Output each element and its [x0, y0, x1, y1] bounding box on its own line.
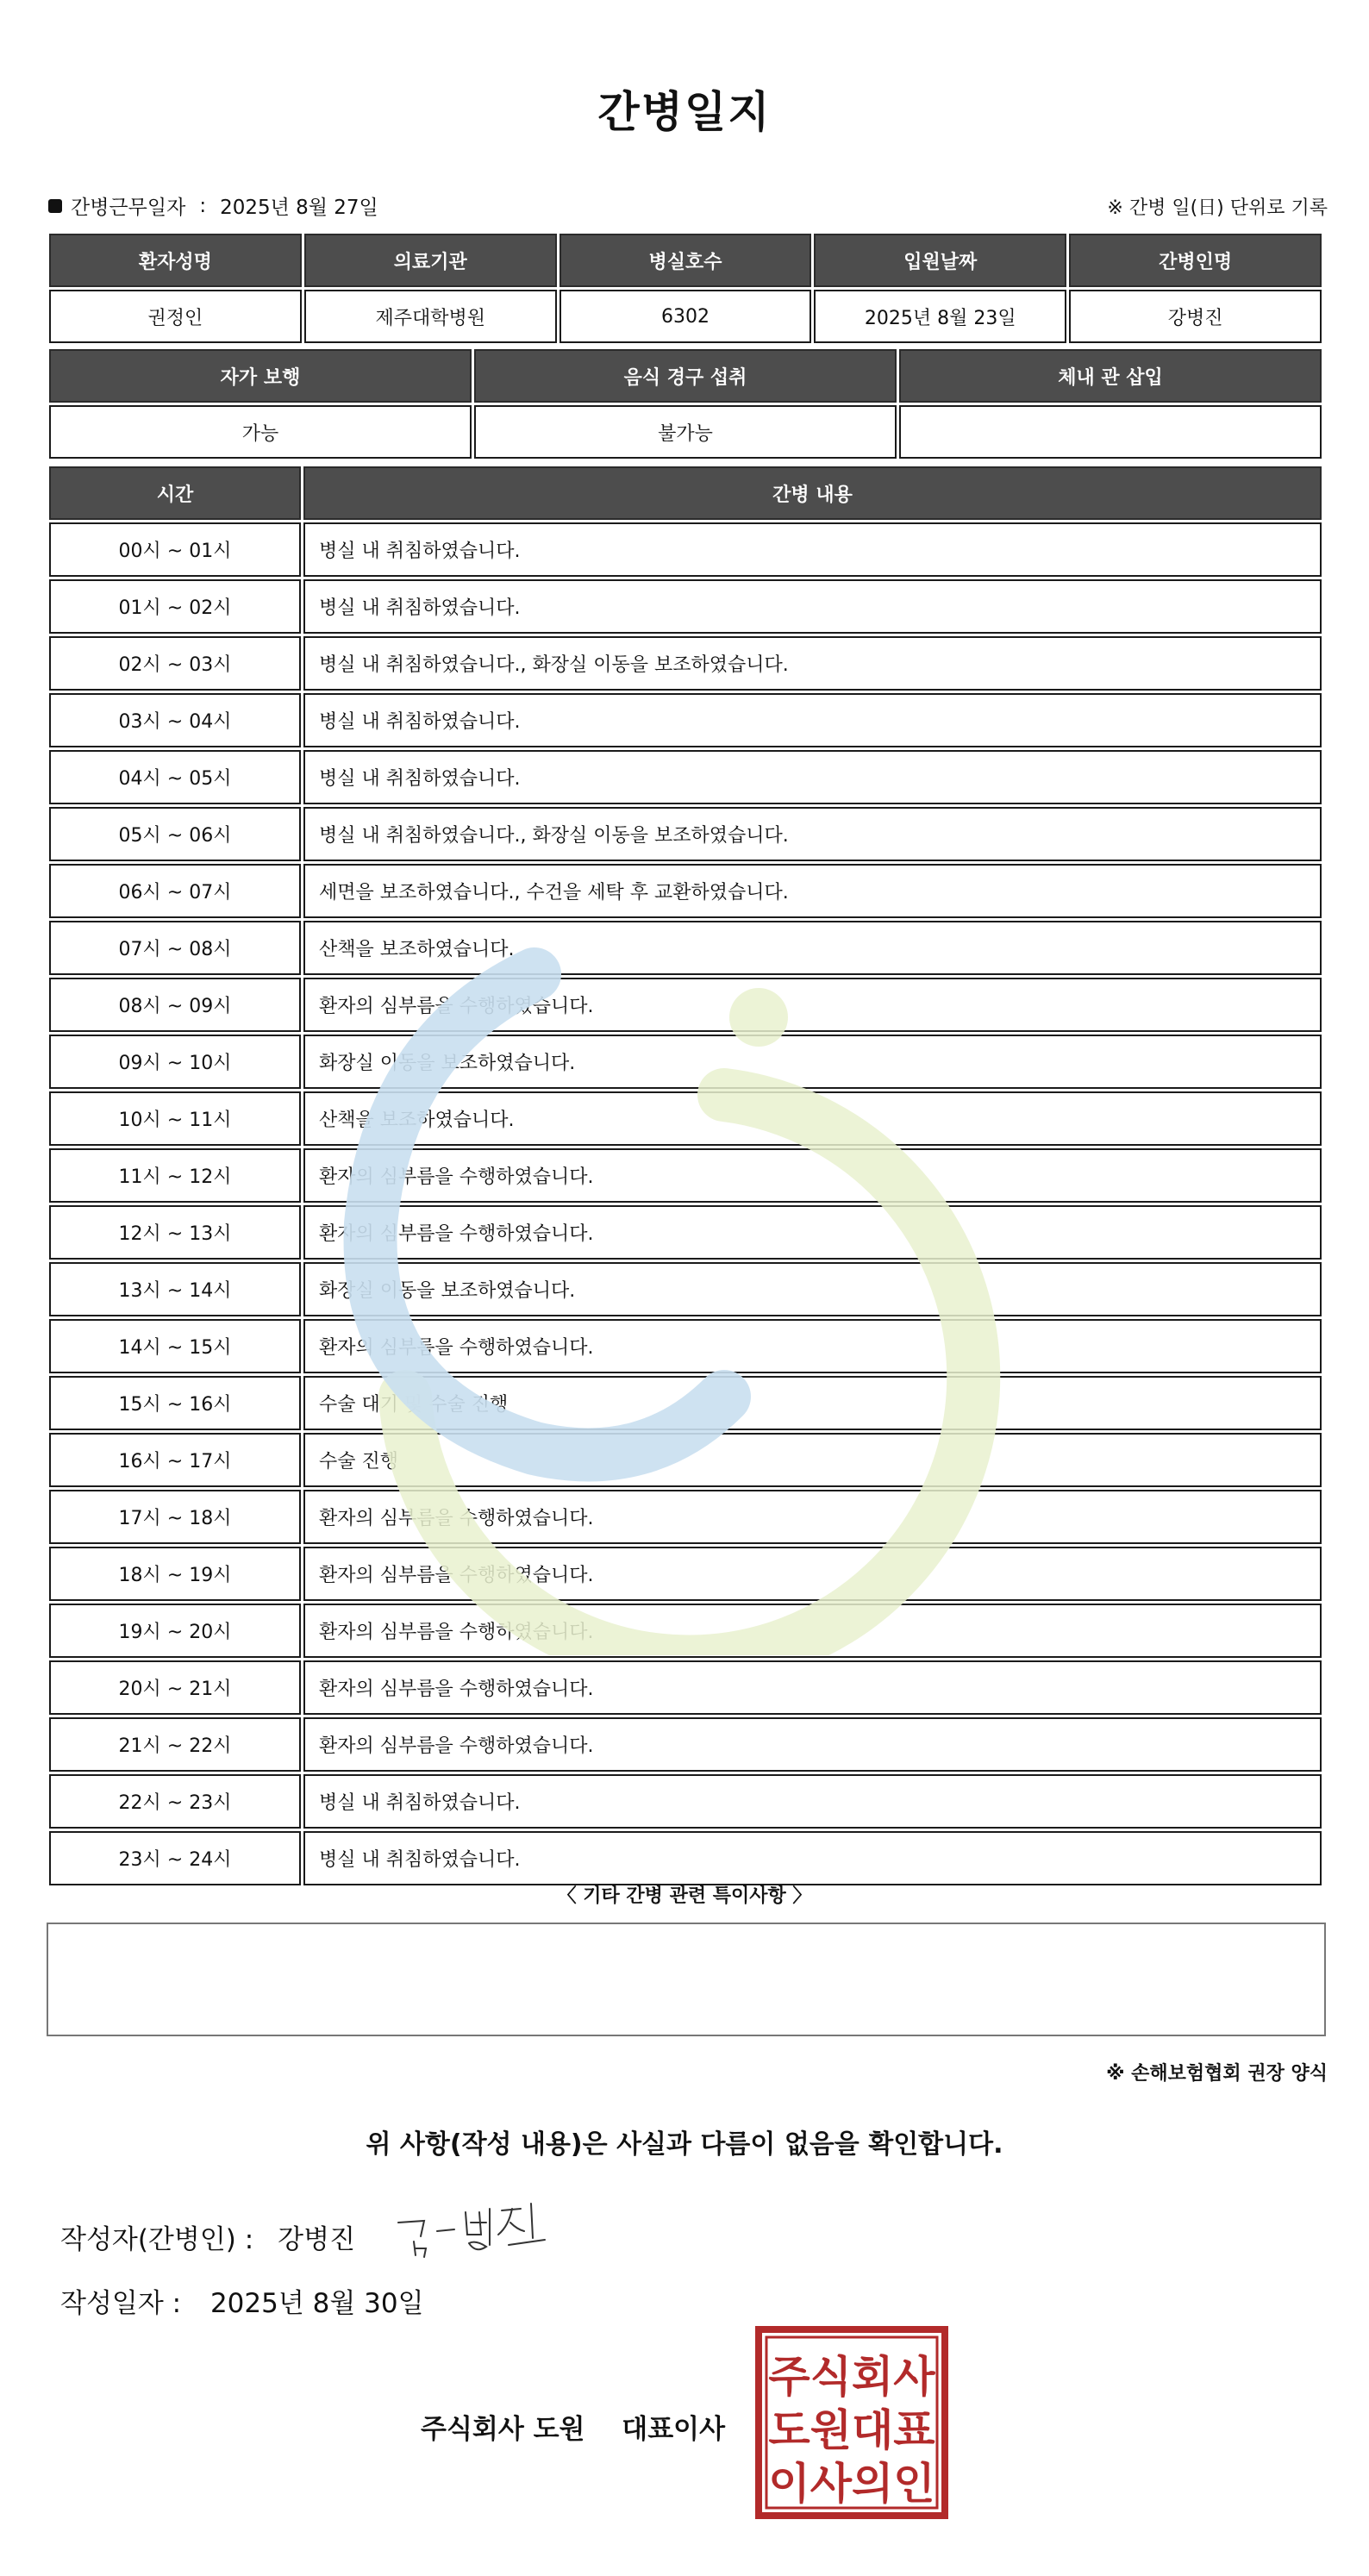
written-date-value: 2025년 8월 30일: [209, 2288, 424, 2319]
writer-label: 작성자(간병인) :: [60, 2224, 254, 2255]
log-content: 세면을 보조하였습니다., 수건을 세탁 후 교환하였습니다.: [303, 864, 1322, 918]
log-content: 환자의 심부름을 수행하였습니다.: [303, 1547, 1322, 1601]
table-row: [49, 864, 1322, 918]
log-content: 수술 진행: [303, 1433, 1322, 1487]
table-row: [49, 579, 1322, 634]
table-row: [49, 750, 1322, 804]
log-time: 01시 ~ 02시: [49, 579, 301, 634]
table-row: [49, 1205, 1322, 1260]
log-time: 15시 ~ 16시: [49, 1376, 301, 1430]
header-tube-insertion: 체내 관 삽입: [899, 349, 1322, 403]
remarks-title: 〈 기타 간병 관련 특이사항 〉: [557, 1885, 812, 1907]
log-time: 17시 ~ 18시: [49, 1490, 301, 1544]
log-content: 환자의 심부름을 수행하였습니다.: [303, 1319, 1322, 1373]
log-time: 16시 ~ 17시: [49, 1433, 301, 1487]
oral-intake: 불가능: [474, 405, 897, 459]
signature-icon: [390, 2197, 562, 2266]
log-content: 병실 내 취침하였습니다.: [303, 1831, 1322, 1885]
log-time: 02시 ~ 03시: [49, 636, 301, 691]
log-time: 14시 ~ 15시: [49, 1319, 301, 1373]
table-row: [49, 1262, 1322, 1316]
header-care-content: 간병 내용: [303, 466, 1322, 520]
log-content: 환자의 심부름을 수행하였습니다.: [303, 1717, 1322, 1772]
header-patient-name: 환자성명: [49, 234, 302, 287]
company-representative: 대표이사: [622, 2414, 726, 2445]
log-content: 수술 대기 및 수술 진행: [303, 1376, 1322, 1430]
header-self-walking: 자가 보행: [49, 349, 472, 403]
table-row: [49, 522, 1322, 577]
log-content: 산책을 보조하였습니다.: [303, 921, 1322, 975]
log-time: 09시 ~ 10시: [49, 1035, 301, 1089]
log-content: 병실 내 취침하였습니다., 화장실 이동을 보조하였습니다.: [303, 636, 1322, 691]
log-time: 06시 ~ 07시: [49, 864, 301, 918]
log-content: 병실 내 취침하였습니다.: [303, 750, 1322, 804]
log-content: 병실 내 취침하였습니다.: [303, 579, 1322, 634]
log-time: 04시 ~ 05시: [49, 750, 301, 804]
header-admission-date: 입원날짜: [814, 234, 1066, 287]
remarks-box: [47, 1923, 1326, 2036]
work-date-label: 간병근무일자: [71, 197, 186, 219]
svg-text:주식회사: 주식회사: [768, 2352, 935, 2402]
table-row: [49, 1148, 1322, 1203]
table-row: [49, 807, 1322, 861]
log-time: 03시 ~ 04시: [49, 693, 301, 747]
table-row: [49, 921, 1322, 975]
log-time: 18시 ~ 19시: [49, 1547, 301, 1601]
log-content: 병실 내 취침하였습니다., 화장실 이동을 보조하였습니다.: [303, 807, 1322, 861]
written-date: [60, 2281, 424, 2320]
log-content: 환자의 심부름을 수행하였습니다.: [303, 1205, 1322, 1260]
log-time: 19시 ~ 20시: [49, 1604, 301, 1658]
writer-line: [60, 2217, 355, 2256]
log-time: 23시 ~ 24시: [49, 1831, 301, 1885]
confirmation-statement: 위 사항(작성 내용)은 사실과 다름이 없음을 확인합니다.: [366, 2129, 1003, 2160]
log-time: 21시 ~ 22시: [49, 1717, 301, 1772]
care-log-body: [49, 522, 1322, 1885]
table-row: [49, 1547, 1322, 1601]
room-number: 6302: [559, 290, 812, 343]
patient-name: 권정인: [49, 290, 302, 343]
table-row: [49, 1774, 1322, 1829]
log-content: 병실 내 취침하였습니다.: [303, 522, 1322, 577]
table-row: [49, 693, 1322, 747]
log-content: 병실 내 취침하였습니다.: [303, 1774, 1322, 1829]
hospital: 제주대학병원: [304, 290, 557, 343]
admission-date: 2025년 8월 23일: [814, 290, 1066, 343]
table-row: [49, 1660, 1322, 1715]
log-content: 병실 내 취침하였습니다.: [303, 693, 1322, 747]
care-log-table: [47, 464, 1324, 1888]
table-row: [49, 1376, 1322, 1430]
log-time: 13시 ~ 14시: [49, 1262, 301, 1316]
header-time: 시간: [49, 466, 301, 520]
log-time: 20시 ~ 21시: [49, 1660, 301, 1715]
work-date-separator: :: [199, 194, 207, 217]
table-row: [49, 1091, 1322, 1146]
table-row: [49, 978, 1322, 1032]
table-row: [49, 1490, 1322, 1544]
log-time: 07시 ~ 08시: [49, 921, 301, 975]
company-line: [421, 2407, 725, 2446]
work-date: [48, 191, 378, 220]
header-caregiver-name: 간병인명: [1069, 234, 1322, 287]
log-time: 10시 ~ 11시: [49, 1091, 301, 1146]
svg-text:도원대표: 도원대표: [768, 2405, 935, 2455]
log-content: 환자의 심부름을 수행하였습니다.: [303, 978, 1322, 1032]
table-row: [49, 1433, 1322, 1487]
patient-status-table: [47, 347, 1324, 461]
table-row: [49, 1717, 1322, 1772]
self-walking: 가능: [49, 405, 472, 459]
log-time: 22시 ~ 23시: [49, 1774, 301, 1829]
table-row: [49, 1831, 1322, 1885]
table-row: [49, 1319, 1322, 1373]
table-row: [49, 1035, 1322, 1089]
log-time: 11시 ~ 12시: [49, 1148, 301, 1203]
tube-insertion: [899, 405, 1322, 459]
unit-note: ※ 간병 일(日) 단위로 기록: [1107, 197, 1328, 219]
caregiver-name: 강병진: [1069, 290, 1322, 343]
log-time: 08시 ~ 09시: [49, 978, 301, 1032]
writer-name: 강병진: [278, 2224, 356, 2255]
square-bullet-icon: [48, 199, 62, 213]
log-content: 화장실 이동을 보조하였습니다.: [303, 1035, 1322, 1089]
recommendation-note: ※ 손해보험협회 권장 양식: [1106, 2063, 1328, 2085]
table-row: [49, 636, 1322, 691]
log-content: 환자의 심부름을 수행하였습니다.: [303, 1148, 1322, 1203]
header-oral-intake: 음식 경구 섭취: [474, 349, 897, 403]
log-time: 00시 ~ 01시: [49, 522, 301, 577]
company-seal-icon: [755, 2326, 948, 2519]
written-date-label: 작성일자 :: [60, 2288, 182, 2319]
work-date-value: 2025년 8월 27일: [220, 197, 378, 219]
document-title: 간병일지: [597, 87, 772, 137]
header-room-number: 병실호수: [559, 234, 812, 287]
svg-text:이사의인: 이사의인: [768, 2459, 935, 2509]
log-content: 화장실 이동을 보조하였습니다.: [303, 1262, 1322, 1316]
company-name: 주식회사 도원: [421, 2414, 585, 2445]
log-time: 05시 ~ 06시: [49, 807, 301, 861]
table-row: [49, 1604, 1322, 1658]
log-time: 12시 ~ 13시: [49, 1205, 301, 1260]
log-content: 산책을 보조하였습니다.: [303, 1091, 1322, 1146]
header-hospital: 의료기관: [304, 234, 557, 287]
log-content: 환자의 심부름을 수행하였습니다.: [303, 1660, 1322, 1715]
log-content: 환자의 심부름을 수행하였습니다.: [303, 1604, 1322, 1658]
patient-info-table: [47, 231, 1324, 346]
log-content: 환자의 심부름을 수행하였습니다.: [303, 1490, 1322, 1544]
